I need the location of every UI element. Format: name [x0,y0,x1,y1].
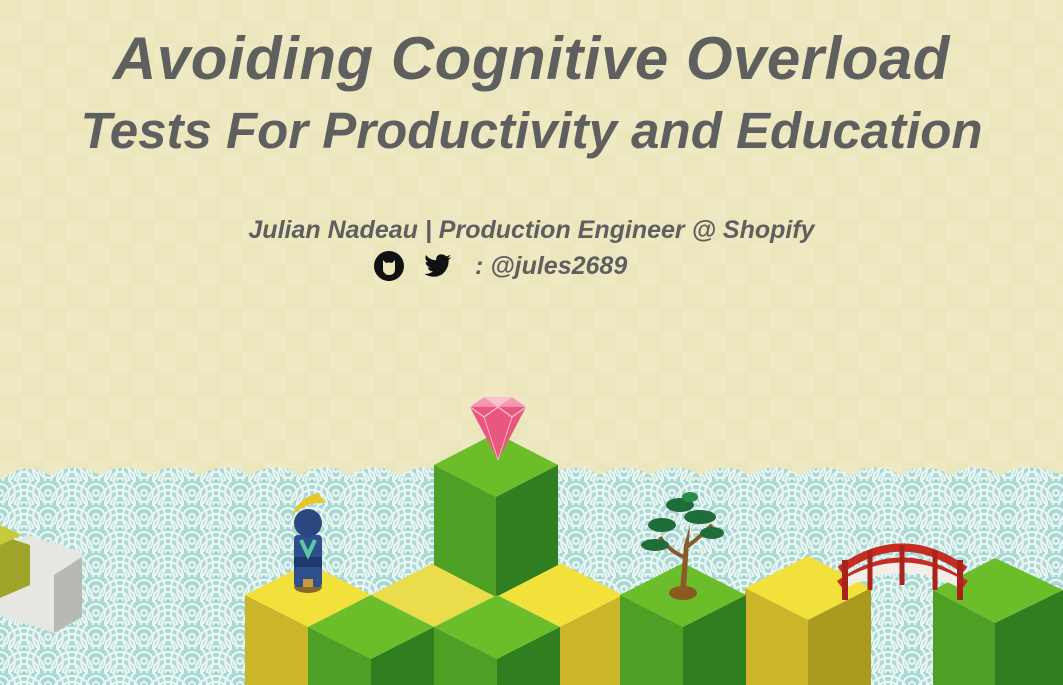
twitter-icon [422,250,454,282]
isometric-game-scene [0,385,1063,685]
github-icon [373,250,405,282]
speaker-byline: Julian Nadeau | Production Engineer @ Shopify [248,216,815,244]
twitter-handle: : @jules2689 [475,251,628,280]
slide-title: Avoiding Cognitive Overload [113,25,950,92]
slide-subtitle: Tests For Productivity and Education [80,102,983,159]
social-handle-row [373,250,627,282]
grass-tower [434,433,558,597]
